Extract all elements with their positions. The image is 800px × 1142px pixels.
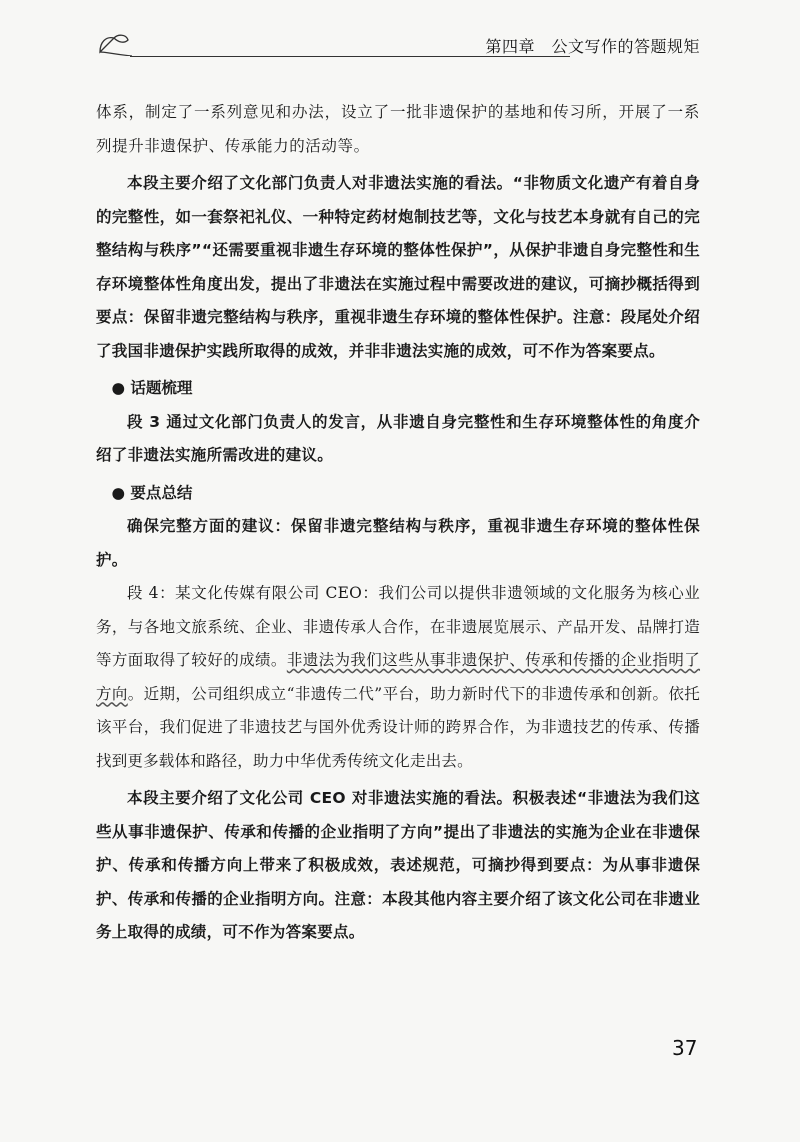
key-points-heading: ● 要点总结 xyxy=(111,483,193,502)
source-paragraph-4 xyxy=(96,577,700,778)
leaf-ornament-icon xyxy=(96,30,132,56)
page-header xyxy=(96,28,700,68)
page-number: 37 xyxy=(672,1036,698,1060)
source-text-a: 段 4：某文化传媒有限公司 CEO：我们公司以提供非遗领域的文化服务为核心业务，与各地文旅系统、企业、非遗传承人合作，在非遗展览展示、产品开发、品牌打造等方面取得了较好的成绩。 xyxy=(96,584,700,669)
chapter-title: 第四章 公文写作的答题规矩 xyxy=(485,37,700,56)
key-points-summary: 确保完整方面的建议：保留非遗完整结构与秩序，重视非遗生存环境的整体性保护。 xyxy=(96,517,700,569)
analysis-paragraph-4: 本段主要介绍了文化公司 CEO 对非遗法实施的看法。积极表述“非遗法为我们这些从事非遗保护、传承和传播的企业指明了方向”提出了非遗法的实施为企业在非遗保护、传承和传播方向上带来了积极成效，表述规范，可摘抄得到要点：为从事非遗保护、传承和传播的企业指明方向。注意：本段其他内容主要介绍了该文化公司在非遗业务上取得的成绩，可不作为答案要点。 xyxy=(96,789,700,941)
source-text-b: 。近期，公司组织成立“非遗传二代”平台，助力新时代下的非遗传承和创新。依托该平台，我们促进了非遗技艺与国外优秀设计师的跨界合作，为非遗技艺的传承、传播找到更多载体和路径，助力中华优秀传统文化走出去。 xyxy=(96,684,700,770)
page-body xyxy=(96,96,700,950)
underlined-quote: 非遗法为我们这些从事非遗保护、传承和传播的企业指明了方向 xyxy=(96,651,701,703)
topic-summary: 段 3 通过文化部门负责人的发言，从非遗自身完整性和生存环境整体性的角度介绍了非遗法实施所需改进的建议。 xyxy=(96,412,700,464)
paragraph-continuation: 体系，制定了一系列意见和办法，设立了一批非遗保护的基地和传习所，开展了一系列提升非遗保护、传承能力的活动等。 xyxy=(96,103,700,155)
topic-heading: ● 话题梳理 xyxy=(111,379,193,397)
analysis-paragraph-3: 本段主要介绍了文化部门负责人对非遗法实施的看法。“非物质文化遗产有着自身的完整性，如一套祭祀礼仪、一种特定药材炮制技艺等，文化与技艺本身就有自己的完整结构与秩序”“还需要重视非遗生存环境的整体性保护”，从保护非遗自身完整性和生存环境整体性角度出发，提出了非遗法在实施过程中需要改进的建议，可摘抄概括得到要点：保留非遗完整结构与秩序，重视非遗生存环境的整体性保护。注意：段尾处介绍了我国非遗保护实践所取得的成效，并非非遗法实施的成效，可不作为答案要点。 xyxy=(96,174,700,360)
